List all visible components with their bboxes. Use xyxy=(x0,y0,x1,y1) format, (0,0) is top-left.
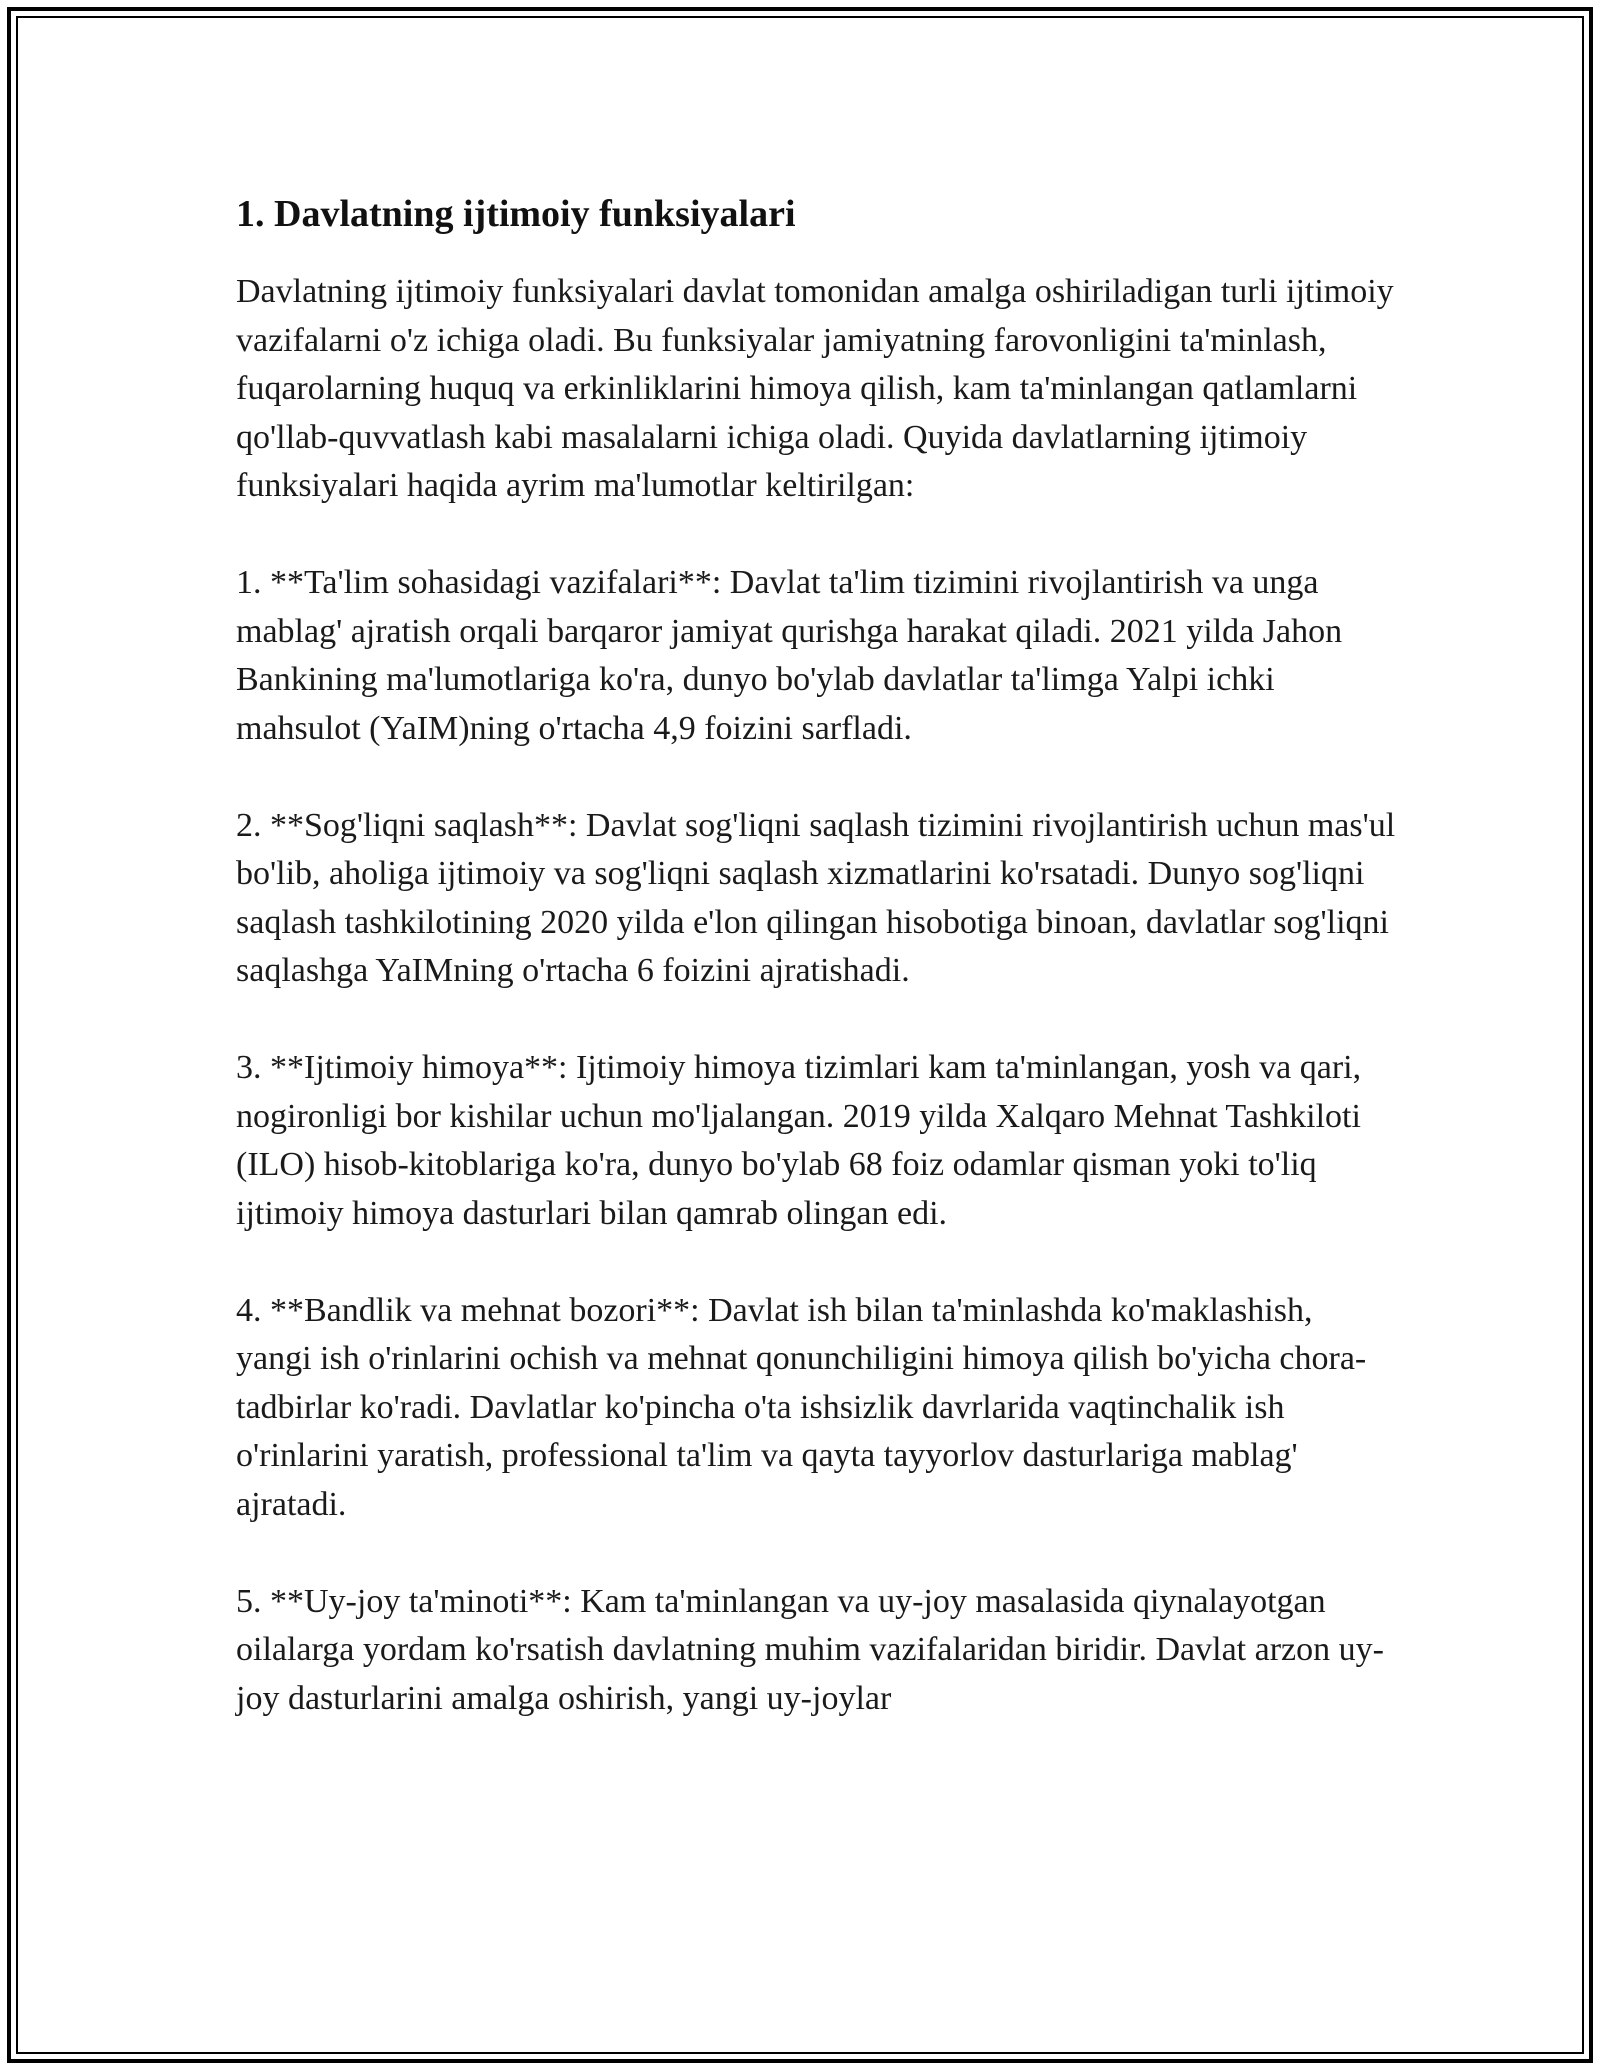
document-body xyxy=(236,186,1396,1772)
paragraph-education: 1. **Ta'lim sohasidagi vazifalari**: Davlat ta'lim tizimini rivojlantirish va unga mablag' ajratish orqali barqaror jamiyat qurishga harakat qiladi. 2021 yilda Jahon Bankining ma'lumotlariga ko'ra, dunyo bo'ylab davlatlar ta'limga Yalpi ichki mahsulot (YaIM)ning o'rtacha 4,9 foizini sarfladi. xyxy=(236,564,1343,747)
paragraph-social-protection: 3. **Ijtimoiy himoya**: Ijtimoiy himoya tizimlari kam ta'minlangan, yosh va qari, nogironligi bor kishilar uchun mo'ljalangan. 2019 yilda Xalqaro Mehnat Tashkiloti (ILO) hisob-kitoblariga ko'ra, dunyo bo'ylab 68 foiz odamlar qisman yoki to'liq ijtimoiy himoya dasturlari bilan qamrab olingan edi. xyxy=(236,1049,1362,1232)
paragraph-employment: 4. **Bandlik va mehnat bozori**: Davlat ish bilan ta'minlashda ko'maklashish, yangi ish o'rinlarini ochish va mehnat qonunchiligini himoya qilish bo'yicha chora-tadbirlar ko'radi. Davlatlar ko'pincha o'ta ishsizlik davrlarida vaqtinchalik ish o'rinlarini yaratish, professional ta'lim va qayta tayyorlov dasturlariga mablag' ajratadi. xyxy=(236,1291,1367,1523)
section-title: 1. Davlatning ijtimoiy funksiyalari xyxy=(236,193,796,235)
paragraph-healthcare: 2. **Sog'liqni saqlash**: Davlat sog'liqni saqlash tizimini rivojlantirish uchun mas'ul bo'lib, aholiga ijtimoiy va sog'liqni saqlash xizmatlarini ko'rsatadi. Dunyo sog'liqni saqlash tashkilotining 2020 yilda e'lon qilingan hisobotiga binoan, davlatlar sog'liqni saqlashga YaIMning o'rtacha 6 foizini ajratishadi. xyxy=(236,806,1396,989)
intro-paragraph: Davlatning ijtimoiy funksiyalari davlat tomonidan amalga oshiriladigan turli ijtimoiy vazifalarni o'z ichiga oladi. Bu funksiyalar jamiyatning farovonligini ta'minlash, fuqarolarning huquq va erkinliklarini himoya qilish, kam ta'minlangan qatlamlarni qo'llab-quvvatlash kabi masalalarni ichiga oladi. Quyida davlatlarning ijtimoiy funksiyalari haqida ayrim ma'lumotlar keltirilgan: xyxy=(236,273,1394,504)
paragraph-housing: 5. **Uy-joy ta'minoti**: Kam ta'minlangan va uy-joy masalasida qiynalayotgan oilalarga yordam ko'rsatish davlatning muhim vazifalaridan biridir. Davlat arzon uy-joy dasturlarini amalga oshirish, yangi uy-joylar xyxy=(236,1582,1384,1717)
